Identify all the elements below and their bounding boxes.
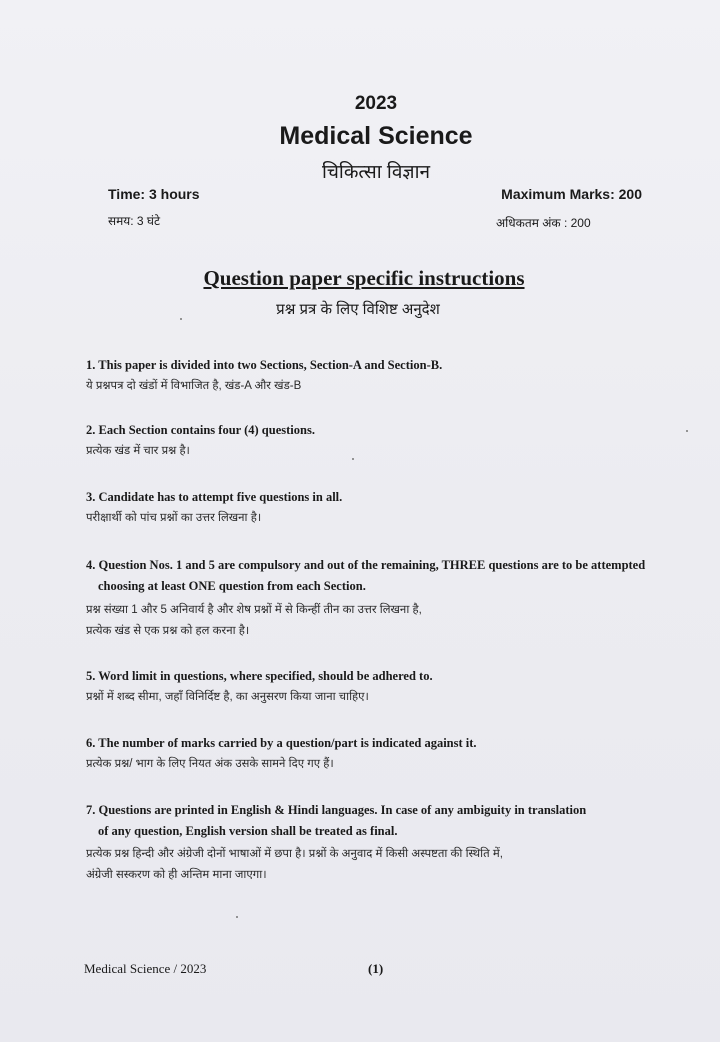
instruction-text-hi-cont: अंग्रेजी सस्करण को ही अन्तिम माना जाएगा। bbox=[86, 869, 267, 881]
instruction-text-en: 2. Each Section contains four (4) questions. bbox=[86, 423, 315, 437]
time-label-hindi: समय: 3 घंटे bbox=[108, 214, 161, 228]
instruction-item-3 bbox=[86, 487, 342, 529]
instruction-item-1 bbox=[86, 355, 442, 397]
scan-speck bbox=[236, 916, 238, 918]
instruction-item-7 bbox=[86, 800, 586, 886]
subject-title-hindi: चिकित्सा विज्ञान bbox=[321, 162, 431, 183]
instruction-text-en-cont: of any question, English version shall be treated as final. bbox=[98, 824, 398, 838]
exam-year: 2023 bbox=[354, 93, 398, 114]
instructions-title-hindi: प्रश्न प्रत्र के लिए विशिष्ट अनुदेश bbox=[276, 301, 440, 318]
footer-subject: Medical Science / 2023 bbox=[84, 961, 207, 976]
instruction-text-hi: परीक्षार्थी को पांच प्रश्नों का उत्तर लिखना है। bbox=[86, 512, 262, 524]
max-marks-label: Maximum Marks: 200 bbox=[501, 186, 642, 202]
instruction-item-6 bbox=[86, 733, 477, 775]
scan-speck bbox=[352, 458, 354, 460]
instruction-text-hi: प्रत्येक खंड में चार प्रश्न है। bbox=[86, 445, 190, 457]
instruction-text-en: 6. The number of marks carried by a question/part is indicated against it. bbox=[86, 736, 477, 750]
instruction-text-en: 3. Candidate has to attempt five questions in all. bbox=[86, 490, 343, 504]
scan-speck bbox=[180, 318, 182, 320]
instruction-text-en: 7. Questions are printed in English & Hindi languages. In case of any ambiguity in translation bbox=[86, 803, 587, 817]
scan-speck bbox=[686, 430, 688, 432]
instruction-text-hi: ये प्रश्नपत्र दो खंडों में विभाजित है, खंड-A और खंड-B bbox=[86, 380, 302, 392]
instruction-text-hi-cont: प्रत्येक खंड से एक प्रश्न को हल करना है। bbox=[86, 625, 250, 637]
max-marks-label-hindi: अधिकतम अंक : 200 bbox=[496, 216, 591, 230]
instruction-text-hi: प्रत्येक प्रश्न/ भाग के लिए नियत अंक उसके सामने दिए गए हैं। bbox=[86, 758, 334, 770]
time-label: Time: 3 hours bbox=[108, 186, 200, 202]
instruction-item-2 bbox=[86, 420, 315, 462]
instruction-text-en: 5. Word limit in questions, where specified, should be adhered to. bbox=[86, 669, 433, 683]
instruction-text-hi: प्रश्नों में शब्द सीमा, जहाँ विनिर्दिष्ट है, का अनुसरण किया जाना चाहिए। bbox=[86, 691, 369, 703]
instructions-title: Question paper specific instructions bbox=[203, 266, 525, 290]
instruction-text-hi: प्रत्येक प्रश्न हिन्दी और अंग्रेजी दोनों भाषाओं में छपा है। प्रश्नों के अनुवाद में किसी अस्पष्टता की स्थिति में, bbox=[86, 848, 503, 860]
subject-title: Medical Science bbox=[279, 122, 473, 150]
instruction-item-4 bbox=[86, 555, 645, 642]
instruction-text-hi: प्रश्न संख्या 1 और 5 अनिवार्य है और शेष प्रश्नों में से किन्हीं तीन का उत्तर लिखना है, bbox=[86, 604, 422, 616]
instruction-text-en: 4. Question Nos. 1 and 5 are compulsory and out of the remaining, THREE questions are to be attempted bbox=[86, 558, 646, 572]
instruction-text-en-cont: choosing at least ONE question from each Section. bbox=[98, 579, 366, 593]
instruction-text-en: 1. This paper is divided into two Sections, Section-A and Section-B. bbox=[86, 358, 443, 372]
instruction-item-5 bbox=[86, 666, 433, 708]
footer-page-number: (1) bbox=[368, 961, 384, 976]
